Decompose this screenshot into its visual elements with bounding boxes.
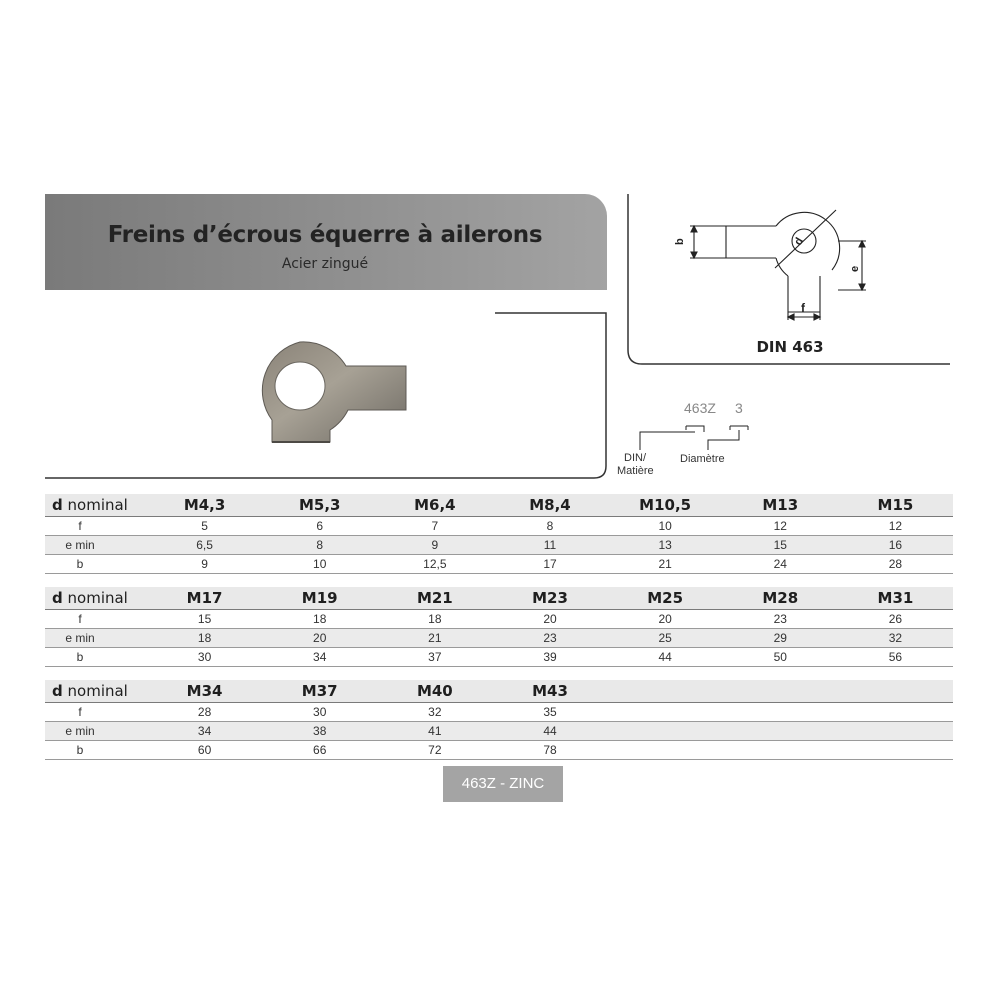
value-cell: 34: [147, 722, 262, 741]
value-cell: [608, 703, 723, 722]
value-cell: 30: [262, 703, 377, 722]
size-cell: M10,5: [608, 494, 723, 517]
size-cell: M15: [838, 494, 953, 517]
value-cell: 21: [608, 555, 723, 574]
value-cell: [608, 741, 723, 760]
value-cell: 44: [492, 722, 607, 741]
product-code-badge: 463Z - ZINC: [443, 766, 563, 802]
size-cell: [838, 680, 953, 703]
table-row: [45, 555, 953, 574]
value-cell: 20: [608, 610, 723, 629]
value-cell: 23: [492, 629, 607, 648]
value-cell: 39: [492, 648, 607, 667]
size-cell: M19: [262, 587, 377, 610]
size-cell: M37: [262, 680, 377, 703]
row-label: e min: [45, 629, 147, 648]
value-cell: 26: [838, 610, 953, 629]
value-cell: [838, 722, 953, 741]
value-cell: 37: [377, 648, 492, 667]
code-number: 3: [735, 400, 743, 416]
row-label: f: [45, 703, 147, 722]
code-article: 463Z: [684, 400, 716, 416]
table-row: [45, 703, 953, 722]
value-cell: [838, 741, 953, 760]
value-cell: 38: [262, 722, 377, 741]
value-cell: 6,5: [147, 536, 262, 555]
size-cell: M25: [608, 587, 723, 610]
value-cell: 13: [608, 536, 723, 555]
value-cell: 11: [492, 536, 607, 555]
size-cell: M23: [492, 587, 607, 610]
size-cell: M34: [147, 680, 262, 703]
value-cell: 50: [723, 648, 838, 667]
value-cell: 5: [147, 517, 262, 536]
spec-table-1: [45, 494, 953, 574]
page-title: Freins d’écrous équerre à ailerons: [107, 222, 543, 248]
value-cell: 35: [492, 703, 607, 722]
value-cell: [723, 722, 838, 741]
value-cell: 8: [492, 517, 607, 536]
value-cell: 12,5: [377, 555, 492, 574]
value-cell: 25: [608, 629, 723, 648]
value-cell: 32: [838, 629, 953, 648]
row-label: e min: [45, 536, 147, 555]
size-cell: M31: [838, 587, 953, 610]
table-row: [45, 648, 953, 667]
value-cell: [608, 722, 723, 741]
size-cell: M43: [492, 680, 607, 703]
value-cell: 12: [838, 517, 953, 536]
page-subtitle: Acier zingué: [281, 256, 369, 272]
value-cell: 78: [492, 741, 607, 760]
value-cell: [723, 741, 838, 760]
value-cell: 72: [377, 741, 492, 760]
value-cell: 32: [377, 703, 492, 722]
value-cell: 8: [262, 536, 377, 555]
washer-photo: [262, 342, 406, 442]
row-label: f: [45, 610, 147, 629]
size-cell: [723, 680, 838, 703]
row-label: b: [45, 741, 147, 760]
table-header-row: [45, 680, 953, 703]
dim-f-label: f: [801, 301, 805, 315]
value-cell: 66: [262, 741, 377, 760]
value-cell: 18: [147, 629, 262, 648]
value-cell: 16: [838, 536, 953, 555]
value-cell: 15: [147, 610, 262, 629]
value-cell: 17: [492, 555, 607, 574]
value-cell: 24: [723, 555, 838, 574]
value-cell: [723, 703, 838, 722]
value-cell: 44: [608, 648, 723, 667]
table-header-row: [45, 587, 953, 610]
table-row: [45, 517, 953, 536]
spec-table-2: [45, 587, 953, 667]
value-cell: 29: [723, 629, 838, 648]
size-cell: M21: [377, 587, 492, 610]
value-cell: 9: [377, 536, 492, 555]
size-cell: [608, 680, 723, 703]
value-cell: 28: [838, 555, 953, 574]
value-cell: 20: [492, 610, 607, 629]
size-cell: M5,3: [262, 494, 377, 517]
value-cell: 10: [262, 555, 377, 574]
dim-b-label: b: [674, 238, 686, 245]
value-cell: 23: [723, 610, 838, 629]
value-cell: [838, 703, 953, 722]
spec-table-3: [45, 680, 953, 760]
dim-e-label: e: [849, 265, 861, 272]
header-label: d nominal: [45, 587, 147, 610]
value-cell: 34: [262, 648, 377, 667]
dim-d-label: d: [792, 235, 806, 248]
row-label: e min: [45, 722, 147, 741]
code-legend-lines: [640, 426, 748, 450]
value-cell: 20: [262, 629, 377, 648]
value-cell: 30: [147, 648, 262, 667]
row-label: f: [45, 517, 147, 536]
technical-drawing: [690, 210, 866, 320]
table-row: [45, 722, 953, 741]
table-header-row: [45, 494, 953, 517]
table-row: [45, 536, 953, 555]
value-cell: 7: [377, 517, 492, 536]
value-cell: 12: [723, 517, 838, 536]
value-cell: 18: [262, 610, 377, 629]
value-cell: 10: [608, 517, 723, 536]
table-row: [45, 629, 953, 648]
size-cell: M8,4: [492, 494, 607, 517]
value-cell: 21: [377, 629, 492, 648]
value-cell: 56: [838, 648, 953, 667]
table-row: [45, 741, 953, 760]
legend-diametre: Diamètre: [680, 453, 725, 465]
value-cell: 18: [377, 610, 492, 629]
value-cell: 41: [377, 722, 492, 741]
size-cell: M6,4: [377, 494, 492, 517]
header-label: d nominal: [45, 680, 147, 703]
row-label: b: [45, 648, 147, 667]
legend-din: DIN/: [624, 452, 646, 464]
size-cell: M4,3: [147, 494, 262, 517]
value-cell: 9: [147, 555, 262, 574]
value-cell: 28: [147, 703, 262, 722]
size-cell: M40: [377, 680, 492, 703]
legend-matiere: Matière: [617, 465, 654, 477]
size-cell: M28: [723, 587, 838, 610]
size-cell: M13: [723, 494, 838, 517]
table-row: [45, 610, 953, 629]
row-label: b: [45, 555, 147, 574]
value-cell: 6: [262, 517, 377, 536]
din-standard-label: DIN 463: [756, 338, 824, 356]
value-cell: 60: [147, 741, 262, 760]
header-label: d nominal: [45, 494, 147, 517]
value-cell: 15: [723, 536, 838, 555]
size-cell: M17: [147, 587, 262, 610]
